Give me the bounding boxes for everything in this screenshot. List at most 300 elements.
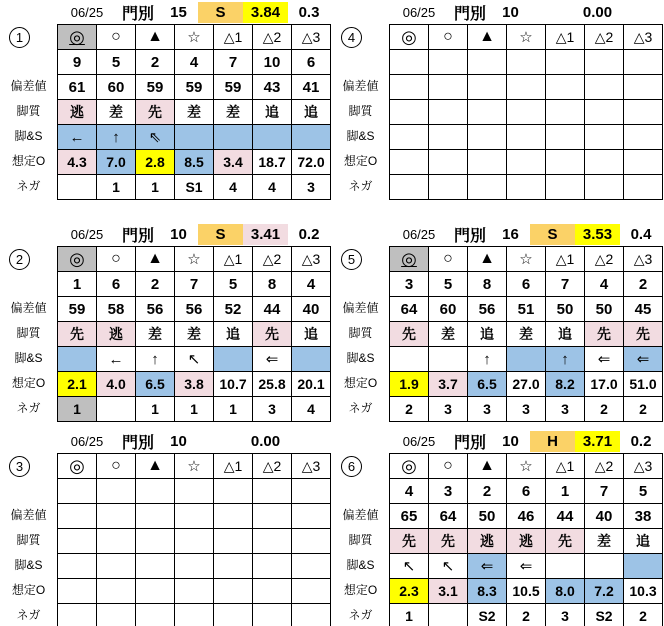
running-style-cell[interactable]: 差 <box>507 322 546 347</box>
mark-cell[interactable]: ☆ <box>507 25 546 50</box>
nega-cell[interactable] <box>97 397 136 422</box>
mark-cell[interactable]: △1 <box>214 454 253 479</box>
horse-number-cell[interactable]: 2 <box>136 50 175 75</box>
nega-cell[interactable]: 4 <box>214 175 253 200</box>
nega-cell[interactable] <box>136 604 175 626</box>
nega-cell[interactable]: 1 <box>97 175 136 200</box>
nega-cell[interactable] <box>624 175 663 200</box>
odds-cell[interactable]: 8.5 <box>175 150 214 175</box>
mark-cell[interactable]: ◎ <box>58 454 97 479</box>
deviation-cell[interactable]: 44 <box>546 504 585 529</box>
mark-cell[interactable]: △3 <box>624 25 663 50</box>
odds-cell[interactable]: 6.5 <box>468 372 507 397</box>
odds-cell[interactable]: 4.0 <box>97 372 136 397</box>
header-race-number: 15 <box>170 3 187 21</box>
nega-cell[interactable]: 1 <box>136 397 175 422</box>
running-style-cell[interactable]: 差 <box>429 322 468 347</box>
pace-arrow-cell[interactable] <box>507 347 546 372</box>
mark-cell[interactable]: △3 <box>624 247 663 272</box>
odds-cell[interactable]: 10.3 <box>624 579 663 604</box>
deviation-cell[interactable] <box>468 75 507 100</box>
nega-cell[interactable]: 3 <box>253 397 292 422</box>
deviation-cell[interactable]: 51 <box>507 297 546 322</box>
table-number-badge: 5 <box>341 249 362 270</box>
running-style-cell[interactable]: 逃 <box>58 100 97 125</box>
pace-arrow-cell[interactable] <box>58 554 97 579</box>
odds-cell[interactable]: 72.0 <box>292 150 331 175</box>
mark-cell[interactable]: ☆ <box>175 247 214 272</box>
odds-cell[interactable]: 2.1 <box>58 372 97 397</box>
running-style-cell[interactable] <box>585 100 624 125</box>
mark-cell[interactable]: ▲ <box>468 247 507 272</box>
table-row <box>390 322 663 347</box>
horse-number-cell[interactable]: 5 <box>214 272 253 297</box>
mark-cell[interactable]: ◎ <box>390 454 429 479</box>
nega-cell[interactable]: 3 <box>429 397 468 422</box>
nega-cell[interactable] <box>175 604 214 626</box>
pace-arrow-cell[interactable] <box>507 125 546 150</box>
nega-cell[interactable] <box>390 175 429 200</box>
mark-cell[interactable]: △1 <box>546 454 585 479</box>
deviation-cell[interactable]: 38 <box>624 504 663 529</box>
odds-cell[interactable]: 1.9 <box>390 372 429 397</box>
horse-number-cell[interactable]: 1 <box>546 479 585 504</box>
pace-arrow-cell[interactable] <box>58 347 97 372</box>
mark-cell[interactable]: △2 <box>253 25 292 50</box>
deviation-cell[interactable]: 50 <box>585 297 624 322</box>
running-style-cell[interactable] <box>58 529 97 554</box>
odds-cell[interactable]: 25.8 <box>253 372 292 397</box>
deviation-cell[interactable] <box>624 75 663 100</box>
mark-cell[interactable]: ☆ <box>507 454 546 479</box>
running-style-cell[interactable] <box>214 529 253 554</box>
horse-number-cell[interactable]: 4 <box>585 272 624 297</box>
pace-arrow-cell[interactable]: ⇐ <box>507 554 546 579</box>
nega-cell[interactable]: 1 <box>58 397 97 422</box>
nega-cell[interactable] <box>58 604 97 626</box>
horse-number-cell[interactable]: 5 <box>429 272 468 297</box>
pace-arrow-cell[interactable]: ↖ <box>390 554 429 579</box>
odds-cell[interactable]: 18.7 <box>253 150 292 175</box>
mark-cell[interactable]: ☆ <box>507 247 546 272</box>
horse-number-cell[interactable]: 5 <box>624 479 663 504</box>
horse-number-cell[interactable]: 2 <box>136 272 175 297</box>
mark-cell[interactable]: ◎ <box>58 247 97 272</box>
nega-cell[interactable]: 2 <box>390 397 429 422</box>
mark-cell[interactable]: △2 <box>585 454 624 479</box>
running-style-cell[interactable] <box>546 100 585 125</box>
pace-arrow-cell[interactable] <box>624 554 663 579</box>
deviation-cell[interactable]: 61 <box>58 75 97 100</box>
odds-cell[interactable] <box>585 150 624 175</box>
horse-number-cell[interactable] <box>97 479 136 504</box>
odds-cell[interactable] <box>253 579 292 604</box>
nega-cell[interactable]: 2 <box>507 604 546 626</box>
deviation-cell[interactable] <box>214 504 253 529</box>
pace-arrow-cell[interactable]: ← <box>97 347 136 372</box>
horse-number-cell[interactable] <box>624 50 663 75</box>
running-style-cell[interactable]: 差 <box>175 322 214 347</box>
deviation-cell[interactable]: 65 <box>390 504 429 529</box>
mark-cell[interactable]: ○ <box>429 454 468 479</box>
horse-number-cell[interactable] <box>546 50 585 75</box>
running-style-cell[interactable]: 先 <box>390 322 429 347</box>
mark-cell[interactable]: △1 <box>214 25 253 50</box>
table-header <box>57 0 332 24</box>
horse-number-cell[interactable] <box>507 50 546 75</box>
nega-cell[interactable]: 2 <box>585 397 624 422</box>
pace-arrow-cell[interactable] <box>390 347 429 372</box>
odds-cell[interactable]: 6.5 <box>136 372 175 397</box>
mark-cell[interactable]: △2 <box>585 25 624 50</box>
running-style-cell[interactable]: 先 <box>624 322 663 347</box>
horse-number-cell[interactable] <box>390 50 429 75</box>
nega-cell[interactable] <box>546 175 585 200</box>
odds-cell[interactable]: 10.7 <box>214 372 253 397</box>
mark-cell[interactable]: ○ <box>429 25 468 50</box>
nega-cell[interactable] <box>585 175 624 200</box>
deviation-cell[interactable] <box>253 504 292 529</box>
pace-arrow-cell[interactable] <box>546 125 585 150</box>
running-style-cell[interactable]: 先 <box>136 100 175 125</box>
pace-arrow-cell[interactable] <box>97 554 136 579</box>
running-style-cell[interactable] <box>468 100 507 125</box>
odds-cell[interactable] <box>97 579 136 604</box>
deviation-cell[interactable]: 60 <box>97 75 136 100</box>
pace-arrow-cell[interactable] <box>214 125 253 150</box>
horse-number-cell[interactable]: 9 <box>58 50 97 75</box>
odds-cell[interactable]: 7.0 <box>97 150 136 175</box>
running-style-cell[interactable] <box>292 529 331 554</box>
nega-cell[interactable]: S2 <box>585 604 624 626</box>
horse-number-cell[interactable]: 5 <box>97 50 136 75</box>
horse-number-cell[interactable]: 7 <box>585 479 624 504</box>
pace-arrow-cell[interactable]: ⇐ <box>585 347 624 372</box>
nega-cell[interactable]: 3 <box>468 397 507 422</box>
deviation-cell[interactable]: 64 <box>390 297 429 322</box>
horse-number-cell[interactable] <box>585 50 624 75</box>
mark-cell[interactable]: △2 <box>585 247 624 272</box>
nega-cell[interactable]: 1 <box>214 397 253 422</box>
odds-cell[interactable]: 27.0 <box>507 372 546 397</box>
odds-cell[interactable]: 10.5 <box>507 579 546 604</box>
running-style-cell[interactable] <box>507 100 546 125</box>
odds-cell[interactable]: 3.7 <box>429 372 468 397</box>
deviation-cell[interactable] <box>507 75 546 100</box>
nega-cell[interactable]: 2 <box>624 397 663 422</box>
mark-cell[interactable]: ☆ <box>175 25 214 50</box>
mark-cell[interactable]: △2 <box>253 454 292 479</box>
deviation-cell[interactable]: 59 <box>175 75 214 100</box>
horse-number-cell[interactable]: 2 <box>468 479 507 504</box>
pace-arrow-cell[interactable]: ↑ <box>136 347 175 372</box>
deviation-cell[interactable]: 56 <box>175 297 214 322</box>
odds-cell[interactable]: 8.0 <box>546 579 585 604</box>
nega-cell[interactable]: 2 <box>624 604 663 626</box>
odds-cell[interactable] <box>58 579 97 604</box>
horse-number-cell[interactable]: 1 <box>58 272 97 297</box>
mark-cell[interactable]: ▲ <box>468 454 507 479</box>
odds-cell[interactable]: 8.3 <box>468 579 507 604</box>
deviation-cell[interactable]: 52 <box>214 297 253 322</box>
nega-cell[interactable] <box>214 604 253 626</box>
nega-cell[interactable] <box>292 604 331 626</box>
pace-arrow-cell[interactable] <box>253 125 292 150</box>
deviation-cell[interactable]: 58 <box>97 297 136 322</box>
deviation-cell[interactable] <box>585 75 624 100</box>
pace-arrow-cell[interactable] <box>585 554 624 579</box>
pace-arrow-cell[interactable] <box>292 554 331 579</box>
pace-arrow-cell[interactable] <box>429 125 468 150</box>
mark-cell[interactable]: ◎ <box>58 25 97 50</box>
horse-number-cell[interactable]: 4 <box>175 50 214 75</box>
odds-cell[interactable]: 3.4 <box>214 150 253 175</box>
nega-cell[interactable]: 3 <box>507 397 546 422</box>
running-style-cell[interactable]: 追 <box>292 100 331 125</box>
odds-cell[interactable]: 2.8 <box>136 150 175 175</box>
deviation-cell[interactable]: 44 <box>253 297 292 322</box>
mark-cell[interactable]: △2 <box>253 247 292 272</box>
pace-arrow-cell[interactable] <box>468 125 507 150</box>
running-style-cell[interactable]: 追 <box>292 322 331 347</box>
nega-cell[interactable]: 3 <box>292 175 331 200</box>
odds-cell[interactable] <box>624 150 663 175</box>
pace-arrow-cell[interactable] <box>429 347 468 372</box>
pace-arrow-cell[interactable] <box>175 125 214 150</box>
mark-cell[interactable]: ▲ <box>468 25 507 50</box>
pace-arrow-cell[interactable] <box>292 347 331 372</box>
running-style-cell[interactable]: 差 <box>97 100 136 125</box>
horse-number-cell[interactable] <box>253 479 292 504</box>
nega-cell[interactable] <box>468 175 507 200</box>
deviation-cell[interactable]: 46 <box>507 504 546 529</box>
running-style-cell[interactable]: 先 <box>429 529 468 554</box>
horse-number-cell[interactable]: 6 <box>97 272 136 297</box>
odds-cell[interactable] <box>546 150 585 175</box>
running-style-cell[interactable]: 逃 <box>97 322 136 347</box>
deviation-cell[interactable] <box>390 75 429 100</box>
horse-number-cell[interactable] <box>175 479 214 504</box>
mark-cell[interactable]: △1 <box>214 247 253 272</box>
odds-cell[interactable] <box>390 150 429 175</box>
running-style-cell[interactable]: 差 <box>214 100 253 125</box>
mark-cell[interactable]: ○ <box>97 454 136 479</box>
mark-cell[interactable]: ○ <box>429 247 468 272</box>
nega-cell[interactable]: 1 <box>175 397 214 422</box>
odds-cell[interactable] <box>175 579 214 604</box>
running-style-cell[interactable]: 差 <box>175 100 214 125</box>
nega-cell[interactable]: 4 <box>253 175 292 200</box>
nega-cell[interactable] <box>253 604 292 626</box>
nega-cell[interactable]: 1 <box>390 604 429 626</box>
horse-number-cell[interactable]: 7 <box>546 272 585 297</box>
mark-cell[interactable]: ▲ <box>136 247 175 272</box>
horse-number-cell[interactable]: 3 <box>390 272 429 297</box>
nega-cell[interactable]: 4 <box>292 397 331 422</box>
odds-cell[interactable] <box>507 150 546 175</box>
pace-arrow-cell[interactable] <box>175 554 214 579</box>
nega-cell[interactable] <box>429 175 468 200</box>
deviation-cell[interactable]: 59 <box>214 75 253 100</box>
deviation-cell[interactable] <box>58 504 97 529</box>
running-style-cell[interactable]: 逃 <box>468 529 507 554</box>
mark-cell[interactable]: ○ <box>97 25 136 50</box>
deviation-cell[interactable]: 40 <box>585 504 624 529</box>
deviation-cell[interactable]: 50 <box>546 297 585 322</box>
nega-cell[interactable]: 1 <box>136 175 175 200</box>
pace-arrow-cell[interactable]: ↑ <box>468 347 507 372</box>
mark-cell[interactable]: △3 <box>292 247 331 272</box>
nega-cell[interactable]: S1 <box>175 175 214 200</box>
running-style-cell[interactable] <box>97 529 136 554</box>
horse-number-cell[interactable]: 10 <box>253 50 292 75</box>
mark-cell[interactable]: △1 <box>546 25 585 50</box>
horse-number-cell[interactable]: 7 <box>214 50 253 75</box>
deviation-cell[interactable] <box>546 75 585 100</box>
horse-number-cell[interactable] <box>468 50 507 75</box>
pace-arrow-cell[interactable]: ↖ <box>429 554 468 579</box>
pace-arrow-cell[interactable]: ↖ <box>175 347 214 372</box>
deviation-cell[interactable]: 43 <box>253 75 292 100</box>
horse-number-cell[interactable]: 4 <box>390 479 429 504</box>
mark-cell[interactable]: ☆ <box>175 454 214 479</box>
mark-cell[interactable]: ▲ <box>136 454 175 479</box>
odds-cell[interactable]: 51.0 <box>624 372 663 397</box>
mark-cell[interactable]: △1 <box>546 247 585 272</box>
header-race-number: 10 <box>170 432 187 450</box>
mark-cell[interactable]: ◎ <box>390 247 429 272</box>
running-style-cell[interactable]: 追 <box>546 322 585 347</box>
deviation-cell[interactable] <box>97 504 136 529</box>
horse-number-cell[interactable]: 2 <box>624 272 663 297</box>
deviation-cell[interactable]: 56 <box>136 297 175 322</box>
pace-arrow-cell[interactable]: ↑ <box>546 347 585 372</box>
odds-cell[interactable] <box>468 150 507 175</box>
horse-number-cell[interactable] <box>292 479 331 504</box>
deviation-cell[interactable]: 59 <box>58 297 97 322</box>
deviation-cell[interactable]: 59 <box>136 75 175 100</box>
pace-arrow-cell[interactable]: ⇐ <box>624 347 663 372</box>
running-style-cell[interactable] <box>136 529 175 554</box>
horse-number-cell[interactable]: 6 <box>507 272 546 297</box>
horse-number-cell[interactable] <box>214 479 253 504</box>
deviation-cell[interactable]: 60 <box>429 297 468 322</box>
odds-cell[interactable] <box>292 579 331 604</box>
deviation-cell[interactable]: 50 <box>468 504 507 529</box>
running-style-cell[interactable]: 追 <box>253 100 292 125</box>
running-style-cell[interactable]: 追 <box>468 322 507 347</box>
running-style-cell[interactable]: 逃 <box>507 529 546 554</box>
odds-cell[interactable]: 4.3 <box>58 150 97 175</box>
running-style-cell[interactable] <box>624 100 663 125</box>
horse-number-cell[interactable] <box>136 479 175 504</box>
horse-number-cell[interactable]: 3 <box>429 479 468 504</box>
horse-number-cell[interactable]: 6 <box>292 50 331 75</box>
horse-number-cell[interactable] <box>429 50 468 75</box>
running-style-cell[interactable]: 差 <box>136 322 175 347</box>
deviation-cell[interactable] <box>175 504 214 529</box>
deviation-cell[interactable] <box>136 504 175 529</box>
running-style-cell[interactable]: 先 <box>546 529 585 554</box>
odds-cell[interactable]: 3.1 <box>429 579 468 604</box>
pace-arrow-cell[interactable] <box>624 125 663 150</box>
pace-arrow-cell[interactable]: ⇖ <box>136 125 175 150</box>
pace-arrow-cell[interactable]: ↑ <box>97 125 136 150</box>
nega-cell[interactable]: S2 <box>468 604 507 626</box>
running-style-cell[interactable]: 先 <box>585 322 624 347</box>
running-style-cell[interactable]: 先 <box>390 529 429 554</box>
pace-arrow-cell[interactable] <box>292 125 331 150</box>
running-style-cell[interactable] <box>175 529 214 554</box>
odds-cell[interactable]: 7.2 <box>585 579 624 604</box>
deviation-cell[interactable] <box>429 75 468 100</box>
pace-arrow-cell[interactable] <box>546 554 585 579</box>
pace-arrow-cell[interactable] <box>585 125 624 150</box>
odds-cell[interactable]: 3.8 <box>175 372 214 397</box>
pace-arrow-cell[interactable] <box>214 554 253 579</box>
horse-number-cell[interactable]: 7 <box>175 272 214 297</box>
nega-cell[interactable] <box>429 604 468 626</box>
nega-cell[interactable] <box>507 175 546 200</box>
odds-cell[interactable]: 17.0 <box>585 372 624 397</box>
horse-number-cell[interactable]: 4 <box>292 272 331 297</box>
odds-cell[interactable]: 8.2 <box>546 372 585 397</box>
odds-cell[interactable] <box>429 150 468 175</box>
nega-cell[interactable]: 3 <box>546 397 585 422</box>
deviation-cell[interactable]: 45 <box>624 297 663 322</box>
nega-cell[interactable] <box>97 604 136 626</box>
deviation-cell[interactable] <box>292 504 331 529</box>
nega-cell[interactable]: 3 <box>546 604 585 626</box>
mark-cell[interactable]: △3 <box>292 25 331 50</box>
mark-cell[interactable]: △3 <box>624 454 663 479</box>
running-style-cell[interactable] <box>429 100 468 125</box>
mark-cell[interactable]: ○ <box>97 247 136 272</box>
deviation-cell[interactable]: 64 <box>429 504 468 529</box>
deviation-cell[interactable]: 41 <box>292 75 331 100</box>
horse-number-cell[interactable]: 8 <box>253 272 292 297</box>
pace-arrow-cell[interactable] <box>136 554 175 579</box>
pace-arrow-cell[interactable]: ⇐ <box>468 554 507 579</box>
deviation-cell[interactable]: 56 <box>468 297 507 322</box>
running-style-cell[interactable] <box>253 529 292 554</box>
horse-number-cell[interactable] <box>58 479 97 504</box>
pace-arrow-cell[interactable] <box>253 554 292 579</box>
running-style-cell[interactable]: 先 <box>253 322 292 347</box>
mark-cell[interactable]: ▲ <box>136 25 175 50</box>
running-style-cell[interactable]: 追 <box>214 322 253 347</box>
pace-arrow-cell[interactable]: ← <box>58 125 97 150</box>
odds-cell[interactable]: 2.3 <box>390 579 429 604</box>
deviation-cell[interactable]: 40 <box>292 297 331 322</box>
pace-arrow-cell[interactable] <box>214 347 253 372</box>
running-style-cell[interactable] <box>390 100 429 125</box>
odds-cell[interactable] <box>214 579 253 604</box>
horse-number-cell[interactable]: 8 <box>468 272 507 297</box>
running-style-cell[interactable]: 差 <box>585 529 624 554</box>
horse-number-cell[interactable]: 6 <box>507 479 546 504</box>
nega-cell[interactable] <box>58 175 97 200</box>
odds-cell[interactable]: 20.1 <box>292 372 331 397</box>
mark-cell[interactable]: ◎ <box>390 25 429 50</box>
odds-cell[interactable] <box>136 579 175 604</box>
pace-arrow-cell[interactable]: ⇐ <box>253 347 292 372</box>
running-style-cell[interactable]: 追 <box>624 529 663 554</box>
pace-arrow-cell[interactable] <box>390 125 429 150</box>
running-style-cell[interactable]: 先 <box>58 322 97 347</box>
mark-cell[interactable]: △3 <box>292 454 331 479</box>
row-label-hensachi: 偏差値 <box>10 79 47 93</box>
